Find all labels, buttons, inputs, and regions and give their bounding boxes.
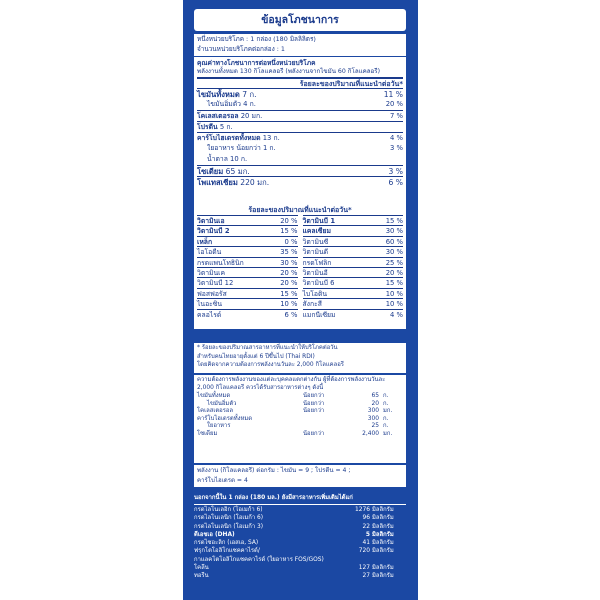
energy-total: พลังงานทั้งหมด 130 กิโลแคลอรี (พลังงานจากไขมัน 60 กิโลแคลอรี) [197, 68, 380, 75]
daily-value-row [197, 393, 403, 401]
nutrient-label [197, 177, 269, 187]
vitamin-row [303, 246, 404, 256]
daily-value-amount: 300 [367, 415, 379, 422]
vitamin-percent: 15 % [385, 279, 403, 288]
additional-nutrient-value: 127 [358, 565, 370, 572]
vitamin-column-right [303, 215, 404, 319]
vitamin-name: ไนอะซิน [197, 300, 223, 309]
daily-value-name: โซเดียม [197, 430, 218, 437]
nutrient-row [197, 165, 403, 176]
daily-value-compare: น้อยกว่า [303, 408, 325, 415]
nutrient-amount: 7 ก. [242, 89, 257, 99]
additional-nutrient-name: กาแลคโตโอลิโกแซคคาไรด์ (ใยอาหาร FOS/GOS) [194, 556, 324, 563]
nutrient-label [197, 166, 250, 176]
vitamin-name: กรดโฟลิก [302, 258, 332, 267]
daily-value-unit: ก. [383, 423, 389, 430]
vitamin-row [303, 267, 404, 277]
vitamin-row [197, 236, 298, 246]
vitamin-row [197, 257, 298, 267]
additional-nutrient-name: กรดไซอะลิก (เอสเอ, SA) [194, 540, 259, 547]
vitamins-header: ร้อยละของปริมาณที่แนะนำต่อวัน* [248, 206, 352, 214]
additional-nutrient-unit: มิลลิกรัม [372, 565, 394, 572]
nutrient-amount: 65 มก. [225, 166, 250, 176]
daily-value-amount: 300 [367, 408, 379, 415]
vitamin-percent: 0 % [284, 237, 298, 246]
nutrient-label [197, 99, 256, 110]
additional-nutrient-name: ทอรีน [194, 573, 209, 580]
daily-value-compare: น้อยกว่า [303, 400, 325, 407]
additional-nutrient-unit: มิลลิกรัม [372, 573, 394, 580]
nutrient-row [197, 154, 403, 165]
nutrition-panel [183, 0, 418, 600]
vitamin-percent: 15 % [385, 217, 403, 225]
vitamin-percent: 6 % [284, 310, 298, 319]
additional-nutrient-unit: มิลลิกรัม [372, 523, 394, 530]
vitamin-percent: 10 % [385, 300, 403, 309]
vitamin-percent: 30 % [385, 248, 403, 257]
vitamin-percent: 30 % [280, 258, 298, 267]
nutrient-row [197, 143, 403, 154]
nutrient-label [197, 122, 233, 132]
daily-values-intro: ความต้องการพลังงานของแต่ละบุคคลแตกต่างกัน ผู้ที่ต้องการพลังงานวันละ 2,000 กิโลแคลอรี ควรได้รับสารอาหารต่างๆ ดังนี้ [197, 377, 386, 391]
vitamin-name: วิตามินซี [302, 237, 329, 246]
vitamin-row [303, 298, 404, 308]
daily-value-name: ไขมันอิ่มตัว [207, 400, 237, 407]
vitamin-row [303, 236, 404, 246]
daily-value-compare [303, 416, 349, 424]
vitamin-percent: 10 % [385, 289, 403, 298]
daily-values-rows [197, 393, 403, 439]
nutrient-name: โซเดียม [197, 166, 224, 176]
vitamin-row [197, 298, 298, 308]
vitamin-name: แคลเซียม [302, 227, 331, 236]
nutrient-amount: 10 ก. [230, 154, 248, 163]
daily-value-unit: ก. [383, 393, 389, 399]
daily-value-amount: 25 [371, 423, 379, 430]
nutrient-table [194, 57, 406, 211]
vitamin-column-left [197, 215, 298, 319]
energy-line-2: คาร์โบไฮเดรต = 4 [197, 476, 248, 484]
vitamin-grid [197, 215, 403, 319]
additional-nutrient-name: กรดไลโนเลนิก (โอเมก้า 6) [194, 515, 264, 522]
vitamin-percent: 20 % [385, 268, 403, 277]
vitamin-row [303, 215, 404, 225]
daily-value-compare [303, 423, 349, 431]
additional-nutrient-name: กรดไลโนเลอิก (โอเมก้า 6) [194, 507, 263, 513]
nutrient-row [197, 176, 403, 187]
daily-value-unit: ก. [383, 400, 389, 407]
nutrient-percent: 20 % [385, 99, 403, 108]
nutrient-amount: 5 ก. [219, 122, 233, 131]
daily-value-row [197, 408, 403, 416]
nutrient-name: ไขมันอิ่มตัว [207, 99, 241, 108]
nutrient-name: ไขมันทั้งหมด [197, 89, 240, 99]
daily-value-compare: น้อยกว่า [303, 393, 325, 399]
nutrient-name: ใยอาหาร [207, 143, 235, 152]
vitamin-percent: 10 % [280, 300, 298, 309]
daily-value-amount: 2,400 [362, 430, 379, 437]
additional-nutrient-row [194, 564, 406, 572]
vitamin-name: วิตามินบี 1 [302, 217, 336, 225]
additional-nutrient-unit [372, 556, 406, 564]
nutrient-amount: 20 มก. [240, 111, 263, 120]
nutrient-label [197, 111, 262, 121]
daily-value-unit: มก. [383, 430, 393, 437]
nutrient-label [197, 154, 247, 165]
nutrient-percent: 11 % [383, 89, 403, 99]
additional-nutrient-row [194, 539, 406, 547]
additional-nutrient-name: โคลีน [194, 565, 209, 572]
additional-nutrient-row [194, 514, 406, 522]
additional-nutrient-value: 5 [365, 531, 370, 538]
nutrient-percent: 4 % [390, 133, 403, 142]
energy-line-1: พลังงาน (กิโลแคลอรี) ต่อกรัม : ไขมัน = 9 ; โปรตีน = 4 ; [197, 467, 351, 474]
nutrient-row [197, 132, 403, 143]
vitamin-row [197, 309, 298, 319]
additional-nutrient-value [350, 556, 372, 564]
vitamin-percent: 20 % [280, 268, 298, 277]
nutrient-name: โพแทสเซียม [197, 177, 238, 187]
vitamin-name: คลอไรด์ [197, 310, 222, 319]
vitamin-name: ฟอสฟอรัส [197, 289, 227, 298]
additional-nutrient-name: ดีเอชเอ (DHA) [194, 531, 235, 538]
nutrient-name: โคเลสเตอรอล [197, 111, 239, 120]
vitamin-row [197, 225, 298, 235]
nutrient-percent: 3 % [390, 143, 403, 152]
daily-value-row [197, 431, 403, 439]
additional-nutrient-value: 720 [358, 548, 370, 555]
daily-values-table [194, 375, 406, 463]
vitamin-row [303, 225, 404, 235]
nutrient-label [197, 133, 280, 143]
nutrient-amount: 13 ก. [262, 133, 280, 142]
additional-nutrients [194, 494, 406, 581]
rdi-line-2: สำหรับคนไทยอายุตั้งแต่ 6 ปีขึ้นไป (Thai RDI) [197, 353, 315, 360]
additional-nutrient-value: 22 [362, 523, 370, 530]
vitamin-table [194, 204, 406, 329]
vitamin-name: วิตามินอี [302, 268, 328, 277]
vitamin-row [303, 309, 404, 319]
daily-value-name: โคเลสเตอรอล [197, 408, 234, 415]
daily-value-name: คาร์โบไฮเดรตทั้งหมด [197, 415, 253, 422]
additional-nutrient-unit: มิลลิกรัม [372, 540, 394, 547]
additional-nutrient-value: 96 [362, 515, 370, 522]
nutrient-name: โปรตีน [197, 122, 218, 131]
nutrient-rows [197, 88, 403, 187]
additional-nutrient-unit: มิลลิกรัม [372, 507, 394, 513]
additional-nutrient-row [194, 556, 406, 564]
vitamin-row [303, 277, 404, 287]
additional-nutrient-row [194, 547, 406, 555]
nutrient-percent: 7 % [390, 111, 403, 120]
nutrient-row [197, 110, 403, 121]
daily-value-compare: น้อยกว่า [303, 430, 325, 437]
nutrient-percent: 6 % [388, 177, 403, 187]
nutrient-label [197, 143, 276, 154]
vitamin-row [197, 267, 298, 277]
vitamin-percent: 25 % [385, 258, 403, 267]
vitamin-name: วิตามินเค [197, 268, 226, 277]
additional-nutrient-name: ฟรุกโตโอลิโกแซคคาไรด์/ [194, 548, 260, 555]
nutrient-name: น้ำตาล [207, 154, 228, 163]
vitamin-percent: 30 % [385, 227, 403, 236]
energy-per-gram [194, 465, 406, 487]
additional-nutrient-rows [194, 506, 406, 581]
vitamin-percent: 35 % [280, 248, 298, 257]
nutrition-title: ข้อมูลโภชนาการ [194, 9, 406, 31]
additional-nutrient-row [194, 531, 406, 539]
nutrients-header: ร้อยละของปริมาณที่แนะนำต่อวัน* [197, 77, 403, 88]
daily-value-name: ไขมันทั้งหมด [197, 393, 231, 399]
additional-nutrient-unit: มิลลิกรัม [372, 515, 394, 522]
vitamin-percent: 15 % [280, 289, 298, 298]
vitamin-row [303, 288, 404, 298]
vitamin-name: วิตามินบี 6 [302, 279, 335, 288]
per-serving-title: คุณค่าทางโภชนาการต่อหนึ่งหน่วยบริโภค [197, 59, 316, 67]
serving-info [194, 34, 406, 56]
rdi-line-1: * ร้อยละของปริมาณสารอาหารที่แนะนำให้บริโภคต่อวัน [197, 345, 338, 351]
nutrient-amount: 220 มก. [240, 177, 270, 187]
vitamin-row [197, 246, 298, 256]
vitamin-name: แมกนีเซียม [302, 310, 336, 319]
daily-value-row [197, 423, 403, 431]
additional-nutrient-name: กรดไลโนเลนิก (โอเมก้า 3) [194, 523, 264, 530]
additional-nutrient-row [194, 572, 406, 580]
daily-value-unit: ก. [383, 415, 389, 422]
daily-value-name: ใยอาหาร [207, 423, 231, 430]
daily-value-unit: มก. [383, 408, 393, 415]
nutrient-row [197, 99, 403, 110]
nutrient-amount: น้อยกว่า 1 ก. [236, 143, 276, 152]
vitamin-percent: 15 % [280, 227, 298, 236]
vitamin-name: เหล็ก [197, 237, 213, 246]
daily-value-amount: 65 [371, 393, 379, 399]
additional-nutrient-row [194, 523, 406, 531]
vitamin-name: ไบโอติน [302, 289, 328, 298]
vitamin-percent: 4 % [390, 310, 403, 319]
rdi-line-3: โดยคิดจากความต้องการพลังงานวันละ 2,000 กิโลแคลอรี [197, 362, 344, 369]
additional-nutrient-value: 41 [362, 540, 370, 547]
nutrient-percent: 3 % [388, 166, 403, 176]
vitamin-name: ไอโอดีน [197, 248, 222, 257]
vitamin-percent: 20 % [280, 217, 298, 225]
rdi-footnote [194, 343, 406, 373]
vitamin-percent: 60 % [385, 237, 403, 246]
vitamin-percent: 20 % [280, 279, 298, 288]
nutrient-row [197, 121, 403, 132]
additional-nutrient-value: 27 [362, 573, 370, 580]
additional-nutrient-row [194, 506, 406, 514]
vitamin-row [197, 215, 298, 225]
vitamin-name: วิตามินดี [302, 248, 329, 257]
nutrient-amount: 4 ก. [243, 99, 256, 108]
vitamin-row [303, 257, 404, 267]
vitamin-name: วิตามินบี 2 [197, 227, 230, 236]
vitamin-name: วิตามินเอ [197, 217, 225, 225]
vitamin-name: วิตามินบี 12 [197, 279, 234, 288]
additional-nutrients-header: นอกจากนี้ใน 1 กล่อง (180 มล.) ยังมีสารอาหารเพิ่มเติมได้แก่ [194, 494, 406, 505]
vitamin-name: กรดแพนโทธินิก [197, 258, 244, 267]
servings-per-pack: จำนวนหน่วยบริโภคต่อกล่อง : 1 [197, 44, 285, 53]
additional-nutrient-value: 1276 [355, 507, 370, 513]
vitamin-name: สังกะสี [302, 300, 322, 309]
nutrient-label [197, 89, 257, 99]
additional-nutrient-unit: มิลลิกรัม [372, 531, 394, 538]
daily-value-amount: 20 [371, 400, 379, 407]
additional-nutrient-unit: มิลลิกรัม [372, 548, 394, 555]
vitamin-row [197, 288, 298, 298]
vitamin-row [197, 277, 298, 287]
nutrient-name: คาร์โบไฮเดรตทั้งหมด [197, 133, 261, 142]
serving-size: หนึ่งหน่วยบริโภค : 1 กล่อง (180 มิลลิลิตร) [197, 35, 316, 43]
